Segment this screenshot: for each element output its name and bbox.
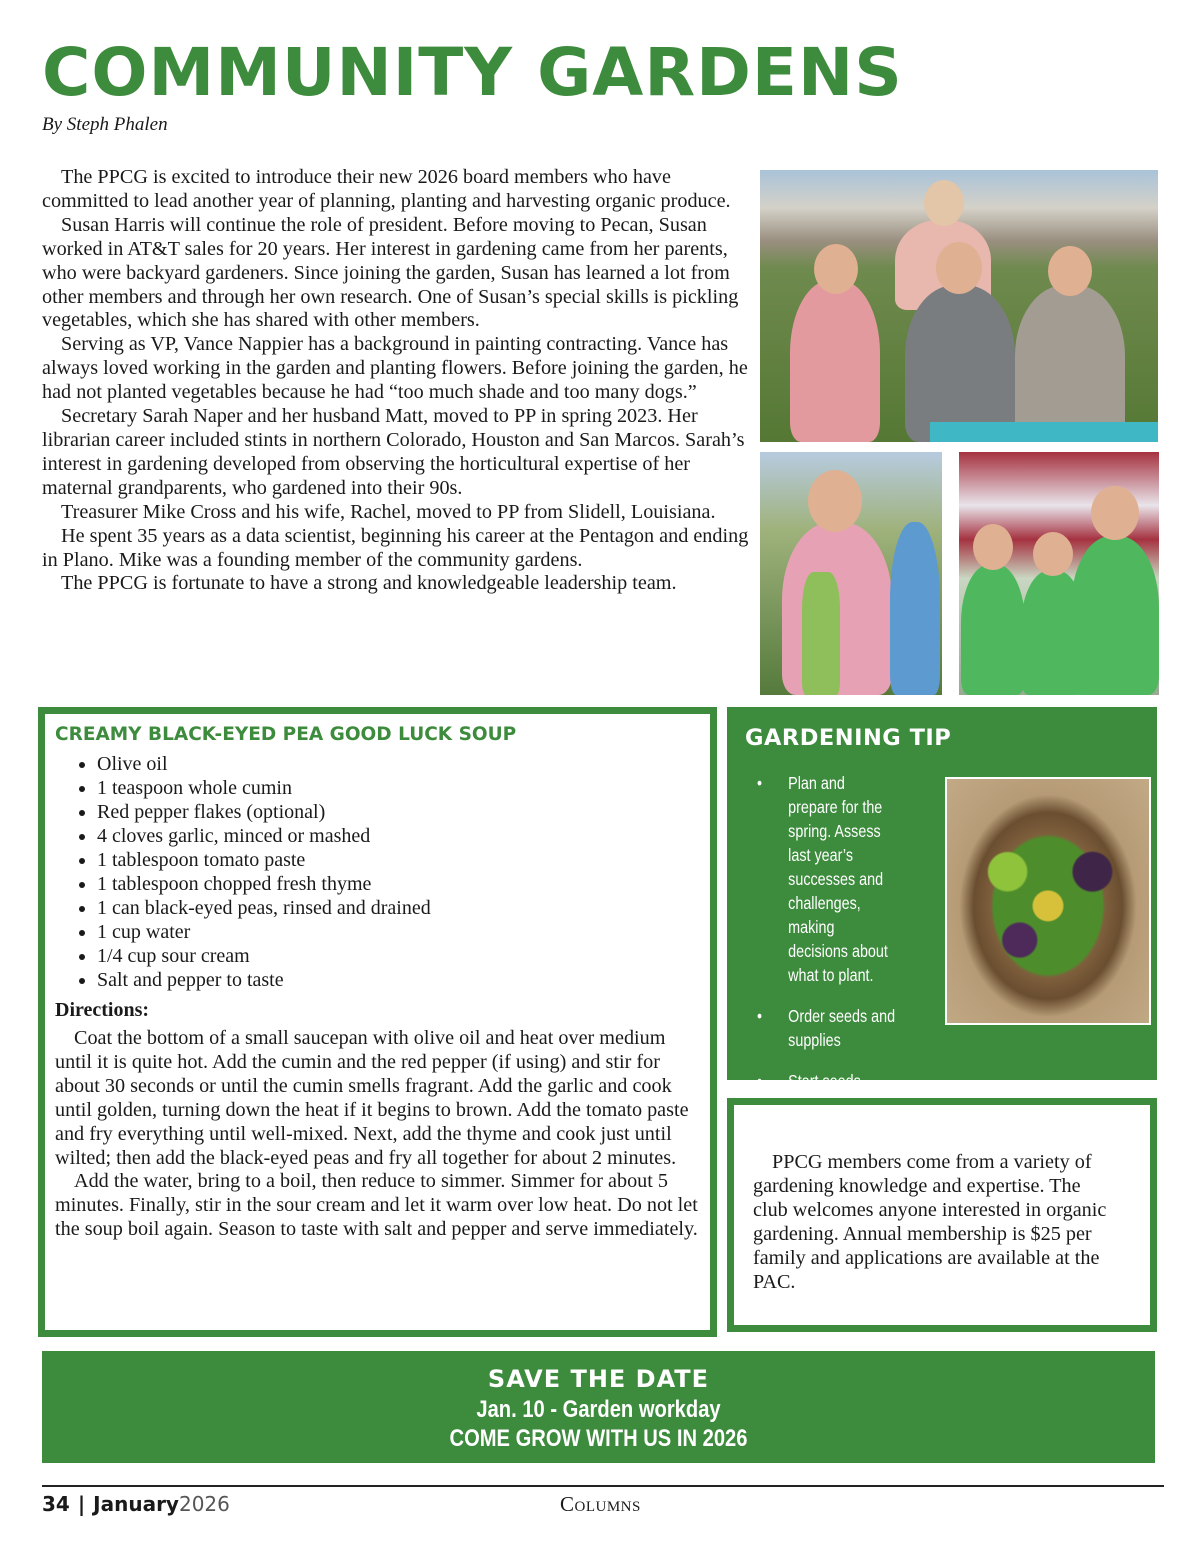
footer-year: 2026 [178, 1492, 230, 1516]
person-figure [890, 522, 940, 695]
person-head [814, 244, 858, 294]
person-head [1091, 486, 1139, 540]
tip-item: • Plan and prepare for the spring. Assess last year’s successes and challenges, making decisions about what to plant. [757, 771, 896, 987]
recipe-title: CREAMY BLACK-EYED PEA GOOD LUCK SOUP [55, 724, 517, 745]
page-title: COMMUNITY GARDENS [42, 34, 903, 111]
footer-rule [42, 1485, 1164, 1487]
person-head [1033, 532, 1073, 576]
ingredient-item: • Red pepper flakes (optional) [97, 800, 431, 824]
person-figure [1015, 285, 1125, 442]
directions-heading: Directions: [55, 999, 150, 1021]
article-body [42, 166, 758, 596]
article-paragraph: Secretary Sarah Naper and her husband Matt, moved to PP in spring 2023. Her librarian career included stints in northern Colorado, Houston and San Marcos. Sarah’s interest in gardening developed from observing the horticultural expertise of her maternal grandparents, who gardened into their 90s. [42, 405, 745, 499]
directions-paragraph: Add the water, bring to a boil, then reduce to simmer. Simmer for about 5 minutes. Finally, stir in the sour cream and let it warm over low heat. Do not let the soup boil again. Season to taste with salt and pepper and serve immediately. [55, 1170, 698, 1241]
recipe-box [38, 707, 717, 1337]
ingredient-item: • 4 cloves garlic, minced or mashed [97, 824, 431, 848]
page-number: 34 [42, 1492, 70, 1516]
person-figure [790, 280, 880, 442]
vegetable-basket-photo [945, 777, 1151, 1025]
person-head [936, 242, 982, 294]
ingredient-item: • 1 tablespoon chopped fresh thyme [97, 872, 431, 896]
article-paragraph: Treasurer Mike Cross and his wife, Rachel, moved to PP from Slidell, Louisiana. [61, 500, 716, 523]
garden-members-photo [959, 452, 1159, 695]
article-paragraph: Serving as VP, Vance Nappier has a background in painting contracting. Vance has always loved working in the garden and planting flowers. Before joining the garden, he had not planted vegetables because he had “too much shade and too many dogs.” [42, 333, 748, 404]
article-paragraph: The PPCG is excited to introduce their new 2026 board members who have committed to lead another year of planning, planting and harvesting organic produce. [42, 166, 731, 212]
directions-paragraph: Coat the bottom of a small saucepan with olive oil and heat over medium until it is quite hot. Add the cumin and the red pepper (if using) and stir for about 30 seconds or until the cumin smells fragrant. Add the garlic and cook until golden, turning down the heat if it begins to brown. Add the tomato paste and fry everything until well-mixed. Next, add the thyme and cook just until wilted; then add the black-eyed peas and fry all together for about 2 minutes. [55, 1027, 689, 1169]
tip-list [757, 771, 896, 1134]
footer-separator: | [77, 1492, 86, 1516]
article-paragraph: The PPCG is fortunate to have a strong and knowledgeable leadership team. [61, 572, 677, 595]
save-the-date-heading: SAVE THE DATE [487, 1365, 710, 1393]
byline: By Steph Phalen [42, 114, 168, 135]
tip-item: • Order seeds and supplies [757, 1004, 896, 1052]
green-onions [802, 572, 840, 695]
membership-box [727, 1098, 1157, 1332]
publication-name: Columns [560, 1492, 641, 1516]
ingredient-item: • Salt and pepper to taste [97, 968, 431, 992]
ingredient-item: • 1 cup water [97, 920, 431, 944]
ingredient-item: • 1 can black-eyed peas, rinsed and drained [97, 896, 431, 920]
person-figure [961, 564, 1025, 695]
person-head [973, 524, 1013, 570]
membership-text: PPCG members come from a variety of gardening knowledge and expertise. The club welcomes anyone interested in organic gardening. Annual membership is $25 per family and applications are available at the PAC. [753, 1151, 1107, 1293]
ingredient-item: • Olive oil [97, 752, 431, 776]
person-head [808, 470, 862, 532]
tagline: COME GROW WITH US IN 2026 [449, 1425, 748, 1452]
footer-page-info [42, 1492, 230, 1516]
board-members-photo [760, 170, 1158, 442]
tip-title: GARDENING TIP [745, 725, 952, 751]
article-paragraph: Susan Harris will continue the role of president. Before moving to Pecan, Susan worked in AT&T sales for 20 years. Her interest in gardening came from her parents, who were backyard gardeners. Since joining the garden, Susan has learned a lot from other members and through her own research. One of Susan’s special skills is pickling vegetables, which she has shared with other members. [42, 213, 739, 332]
person-head [924, 180, 964, 226]
save-the-date-banner [42, 1351, 1155, 1463]
person-head [1048, 246, 1092, 296]
ingredient-item: • 1/4 cup sour cream [97, 944, 431, 968]
person-figure [905, 285, 1015, 442]
membership-text-block [753, 1151, 1117, 1294]
president-onions-photo [760, 452, 942, 695]
footer-month: January [93, 1492, 179, 1516]
article-paragraph: He spent 35 years as a data scientist, beginning his career at the Pentagon and ending in Plano. Mike was a founding member of the community gardens. [42, 524, 749, 571]
directions-body [55, 1027, 699, 1242]
tip-item: • Start seeds [757, 1069, 896, 1117]
ingredient-item: • 1 tablespoon tomato paste [97, 848, 431, 872]
event-line: Jan. 10 - Garden workday [476, 1396, 721, 1423]
ingredient-item: • 1 teaspoon whole cumin [97, 776, 431, 800]
ingredient-list [55, 752, 431, 992]
picnic-table [930, 422, 1158, 442]
person-figure [1071, 536, 1159, 695]
